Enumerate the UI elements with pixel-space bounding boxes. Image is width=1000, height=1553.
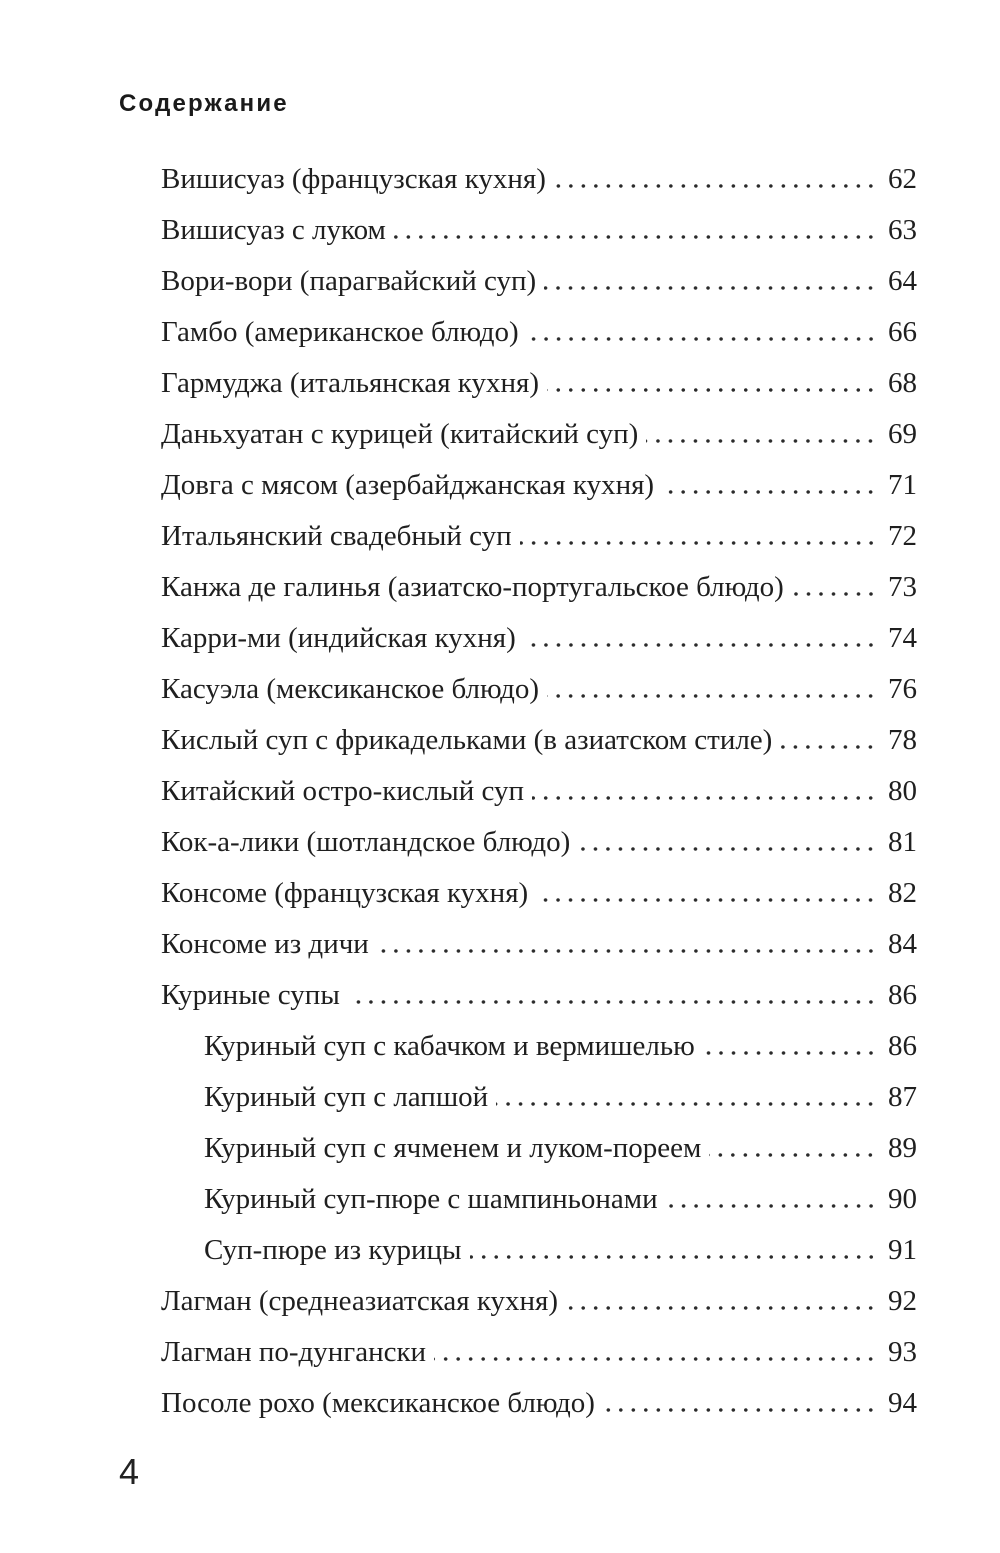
dot-leader [554, 182, 877, 190]
toc-entry-page: 93 [888, 1336, 917, 1368]
dot-leader [377, 947, 877, 955]
toc-entry-title: Китайский остро-кислый суп [161, 775, 525, 807]
table-of-contents [161, 154, 917, 1429]
toc-entry-title: Куриный суп с лапшой [204, 1081, 489, 1113]
toc-entry[interactable] [161, 511, 917, 562]
dot-leader [603, 1406, 877, 1414]
toc-entry-title: Куриный суп с кабачком и вермишелью [204, 1030, 695, 1062]
dot-leader [792, 590, 877, 598]
toc-entry-page: 94 [888, 1387, 917, 1419]
toc-entry-page: 63 [888, 214, 917, 246]
toc-subentry[interactable] [161, 1174, 917, 1225]
toc-entry-page: 76 [888, 673, 917, 705]
page-number: 4 [119, 1451, 140, 1492]
dot-leader [703, 1049, 877, 1057]
toc-entry[interactable] [161, 766, 917, 817]
toc-entry-title: Кислый суп с фрикадельками (в азиатском стиле) [161, 724, 773, 756]
dot-leader [527, 335, 877, 343]
toc-entry-page: 92 [888, 1285, 917, 1317]
toc-entry[interactable] [161, 409, 917, 460]
toc-entry-page: 89 [888, 1132, 917, 1164]
toc-entry-title: Вишисуаз с луком [161, 214, 386, 246]
toc-entry-title: Суп-пюре из курицы [204, 1234, 462, 1266]
toc-entry[interactable] [161, 154, 917, 205]
dot-leader [780, 743, 877, 751]
toc-entry-page: 81 [888, 826, 917, 858]
toc-entry-page: 86 [888, 979, 917, 1011]
toc-entry-title: Гамбо (американское блюдо) [161, 316, 519, 348]
toc-entry-title: Куриный суп с ячменем и луком-пореем [204, 1132, 702, 1164]
dot-leader [532, 794, 877, 802]
toc-entry-title: Консоме из дичи [161, 928, 369, 960]
toc-entry[interactable] [161, 1327, 917, 1378]
dot-leader [709, 1151, 877, 1159]
toc-entry-title: Лагман (среднеазиатская кухня) [161, 1285, 559, 1317]
toc-entry-page: 90 [888, 1183, 917, 1215]
dot-leader [434, 1355, 877, 1363]
dot-leader [666, 1202, 877, 1210]
toc-entry-page: 71 [888, 469, 917, 501]
toc-entry-page: 64 [888, 265, 917, 297]
toc-entry-page: 80 [888, 775, 917, 807]
toc-entry-title: Лагман по-дунгански [161, 1336, 427, 1368]
toc-entry-title: Вори-вори (парагвайский суп) [161, 265, 537, 297]
toc-entry-page: 73 [888, 571, 917, 603]
toc-entry[interactable] [161, 1378, 917, 1429]
toc-entry-title: Карри-ми (индийская кухня) [161, 622, 516, 654]
toc-entry-page: 74 [888, 622, 917, 654]
toc-entry-title: Даньхуатан с курицей (китайский суп) [161, 418, 639, 450]
toc-entry-page: 87 [888, 1081, 917, 1113]
toc-entry[interactable] [161, 307, 917, 358]
dot-leader [547, 386, 877, 394]
toc-entry-title: Куриные супы [161, 979, 340, 1011]
toc-entry[interactable] [161, 868, 917, 919]
toc-entry-page: 62 [888, 163, 917, 195]
toc-entry-page: 78 [888, 724, 917, 756]
toc-subentry[interactable] [161, 1021, 917, 1072]
toc-subentry[interactable] [161, 1072, 917, 1123]
toc-entry-page: 69 [888, 418, 917, 450]
toc-entry[interactable] [161, 562, 917, 613]
dot-leader [470, 1253, 877, 1261]
dot-leader [566, 1304, 877, 1312]
dot-leader [544, 284, 877, 292]
toc-entry-page: 82 [888, 877, 917, 909]
toc-entry[interactable] [161, 256, 917, 307]
toc-entry-page: 91 [888, 1234, 917, 1266]
toc-entry[interactable] [161, 664, 917, 715]
toc-entry-title: Касуэла (мексиканское блюдо) [161, 673, 540, 705]
toc-entry[interactable] [161, 970, 917, 1021]
toc-entry[interactable] [161, 1276, 917, 1327]
toc-entry[interactable] [161, 613, 917, 664]
toc-entry-title: Гармуджа (итальянская кухня) [161, 367, 539, 399]
dot-leader [646, 437, 877, 445]
dot-leader [662, 488, 877, 496]
toc-entry-page: 86 [888, 1030, 917, 1062]
dot-leader [496, 1100, 877, 1108]
toc-entry[interactable] [161, 205, 917, 256]
toc-entry-title: Куриный суп-пюре с шампиньонами [204, 1183, 658, 1215]
toc-entry-title: Кок-а-лики (шотландское блюдо) [161, 826, 571, 858]
toc-entry[interactable] [161, 919, 917, 970]
toc-entry-title: Посоле рохо (мексиканское блюдо) [161, 1387, 595, 1419]
dot-leader [524, 641, 877, 649]
dot-leader [394, 233, 877, 241]
toc-subentry[interactable] [161, 1123, 917, 1174]
toc-entry-title: Итальянский свадебный суп [161, 520, 512, 552]
section-title: Содержание [119, 90, 289, 117]
toc-entry-page: 68 [888, 367, 917, 399]
toc-entry-title: Канжа де галинья (азиатско-португальское блюдо) [161, 571, 784, 603]
toc-entry-title: Вишисуаз (французская кухня) [161, 163, 546, 195]
toc-entry-title: Довга с мясом (азербайджанская кухня) [161, 469, 655, 501]
dot-leader [547, 692, 877, 700]
toc-entry[interactable] [161, 358, 917, 409]
dot-leader [520, 539, 877, 547]
toc-entry[interactable] [161, 817, 917, 868]
dot-leader [578, 845, 877, 853]
toc-entry-page: 66 [888, 316, 917, 348]
toc-entry-title: Консоме (французская кухня) [161, 877, 529, 909]
dot-leader [348, 998, 877, 1006]
toc-subentry[interactable] [161, 1225, 917, 1276]
toc-entry-page: 84 [888, 928, 917, 960]
toc-entry-page: 72 [888, 520, 917, 552]
toc-entry[interactable] [161, 715, 917, 766]
dot-leader [536, 896, 877, 904]
toc-entry[interactable] [161, 460, 917, 511]
